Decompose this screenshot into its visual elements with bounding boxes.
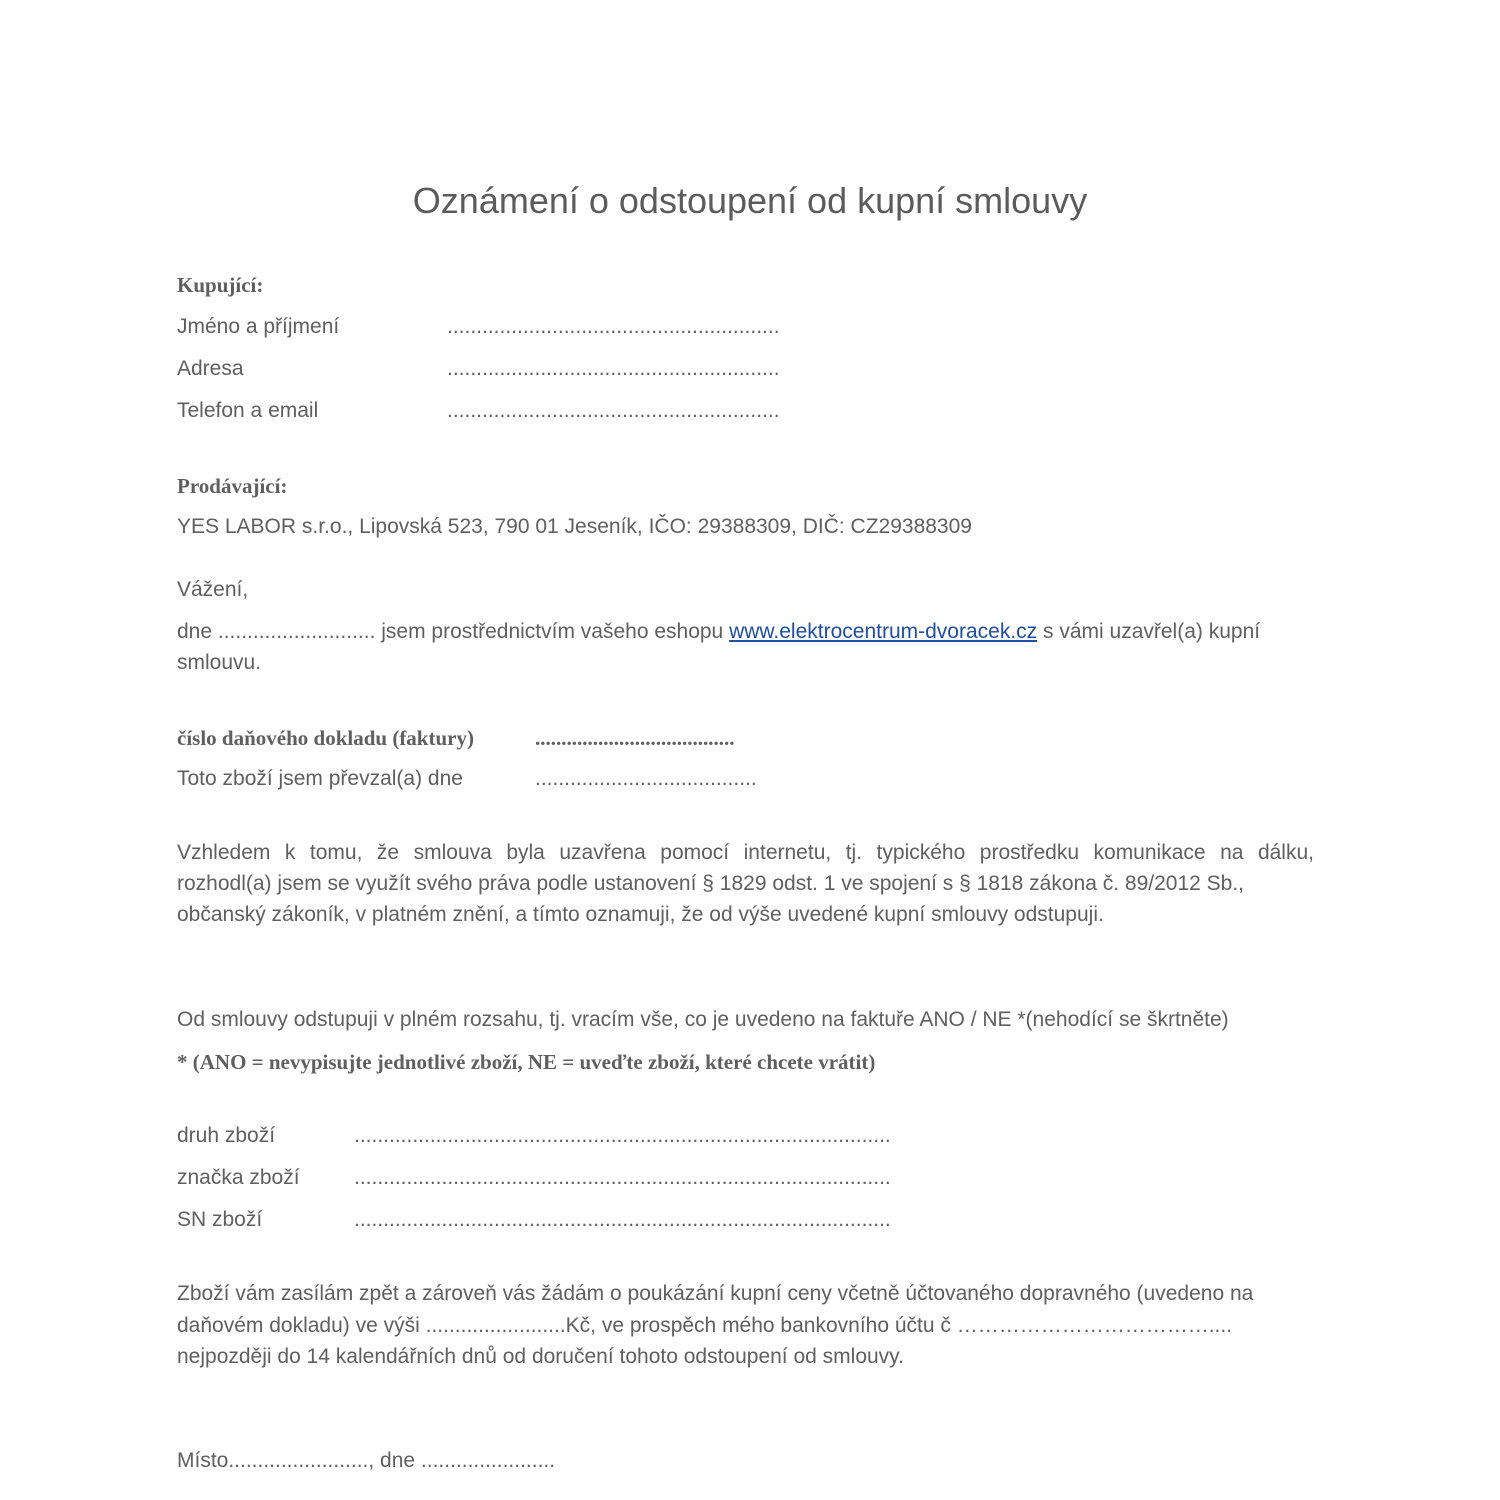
eshop-link[interactable]: www.elektrocentrum-dvoracek.cz xyxy=(729,620,1038,643)
buyer-name-field: ......................................................... xyxy=(447,315,780,338)
place-date-line: Místo........................, dne ....................... xyxy=(177,1449,556,1472)
seller-heading: Prodávající: xyxy=(177,474,288,498)
goods-sn-label: SN zboží xyxy=(177,1208,263,1231)
intro-text-after: s vámi uzavřel(a) kupní xyxy=(1037,620,1261,643)
paragraph-2-line-2: daňovém dokladu) ve výši ........................Kč, ve prospěch mého bankovního účtu č ……………………………….... xyxy=(177,1314,1233,1337)
buyer-contact-label: Telefon a email xyxy=(177,399,319,422)
intro-line-2: smlouvu. xyxy=(177,651,262,674)
seller-details: YES LABOR s.r.o., Lipovská 523, 790 01 Jeseník, IČO: 29388309, DIČ: CZ29388309 xyxy=(177,515,972,538)
invoice-field: ...................................... xyxy=(535,726,735,750)
paragraph-1-line-3: občanský zákoník, v platném znění, a tímto oznamuji, že od výše uvedené kupní smlouvy odstupuji. xyxy=(177,903,1104,926)
paragraph-2-line-3: nejpozději do 14 kalendářních dnů od doručení tohoto odstoupení od smlouvy. xyxy=(177,1345,904,1368)
buyer-name-label: Jméno a příjmení xyxy=(177,315,340,338)
buyer-address-label: Adresa xyxy=(177,357,244,380)
received-label: Toto zboží jsem převzal(a) dne xyxy=(177,767,463,790)
received-field: ...................................... xyxy=(535,767,757,790)
goods-type-label: druh zboží xyxy=(177,1124,276,1147)
salutation: Vážení, xyxy=(177,578,249,601)
goods-brand-field: ............................................................................................ xyxy=(354,1166,891,1189)
withdraw-note: * (ANO = nevypisujte jednotlivé zboží, NE = uveďte zboží, které chcete vrátit) xyxy=(177,1050,876,1074)
goods-sn-field: ............................................................................................ xyxy=(354,1208,891,1231)
goods-type-field: ............................................................................................ xyxy=(354,1124,891,1147)
invoice-label: číslo daňového dokladu (faktury) xyxy=(177,726,474,750)
page-title: Oznámení o odstoupení od kupní smlouvy xyxy=(412,180,1088,221)
intro-line xyxy=(177,620,1260,644)
paragraph-1-line-1-text: Vzhledem k tomu, že smlouva byla uzavřena pomocí internetu, tj. typického prostředku komunikace na dálku, xyxy=(177,841,1314,864)
buyer-heading: Kupující: xyxy=(177,273,264,297)
paragraph-2-line-1: Zboží vám zasílám zpět a zároveň vás žádám o poukázání kupní ceny včetně účtovaného dopravného (uvedeno na xyxy=(177,1282,1254,1305)
intro-text-before: dne ........................... jsem prostřednictvím vašeho eshopu xyxy=(177,620,730,643)
withdraw-statement: Od smlouvy odstupuji v plném rozsahu, tj. vracím vše, co je uvedeno na faktuře ANO / NE *(nehodící se škrtněte) xyxy=(177,1008,1229,1031)
buyer-contact-field: ......................................................... xyxy=(447,399,780,422)
buyer-address-field: ......................................................... xyxy=(447,357,780,380)
paragraph-1-line-2: rozhodl(a) jsem se využít svého práva podle ustanovení § 1829 odst. 1 ve spojení s § 1818 zákona č. 89/2012 Sb., xyxy=(177,872,1245,895)
goods-brand-label: značka zboží xyxy=(177,1166,300,1189)
